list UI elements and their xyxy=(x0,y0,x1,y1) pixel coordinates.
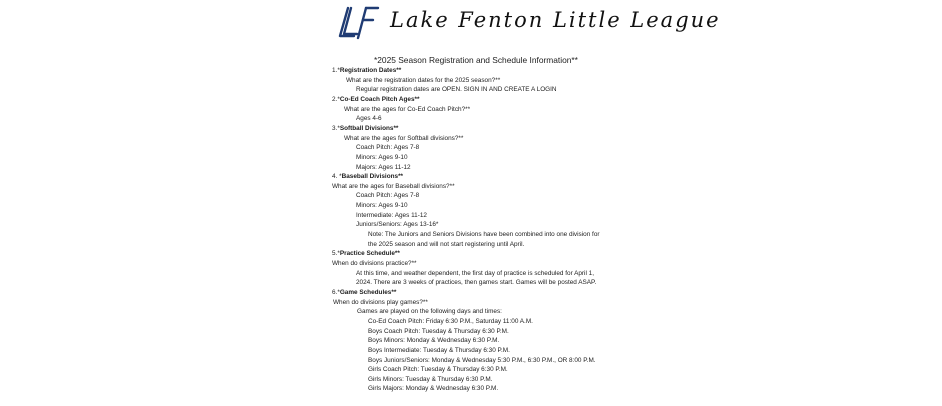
document-line xyxy=(332,124,398,134)
section-title: Game Schedules** xyxy=(339,288,397,296)
line-text: At this time, and weather dependent, the first day of practice is scheduled for April 1, xyxy=(356,269,595,277)
section-title: Softball Divisions** xyxy=(339,124,399,132)
document-line xyxy=(368,384,498,394)
document-line xyxy=(332,182,455,192)
line-text: When do divisions practice?** xyxy=(332,260,417,267)
document-heading: *2025 Season Registration and Schedule Information** xyxy=(374,55,578,65)
line-text: Intermediate: Ages 11-12 xyxy=(356,211,427,219)
document-line xyxy=(368,336,499,346)
line-text: Girls Minors: Tuesday & Thursday 6:30 P.M. xyxy=(368,375,493,383)
line-text: Juniors/Seniors: Ages 13-16* xyxy=(356,221,439,229)
document-line xyxy=(356,143,419,153)
document-line xyxy=(344,105,470,115)
line-text: Minors: Ages 9-10 xyxy=(356,202,408,210)
line-text: Boys Intermediate: Tuesday & Thursday 6:30 P.M. xyxy=(368,346,510,354)
document-line xyxy=(356,278,596,288)
document-line xyxy=(332,259,417,269)
logo-text: LF xyxy=(336,6,338,7)
line-number: 1.* xyxy=(332,67,340,74)
document-line xyxy=(356,153,408,163)
document-line xyxy=(332,66,401,76)
document-line xyxy=(356,220,438,230)
document-line xyxy=(368,365,508,375)
document-line xyxy=(332,95,420,105)
line-text: What are the ages for Baseball divisions?** xyxy=(332,182,455,190)
league-title: Lake Fenton Little League xyxy=(390,8,721,32)
document-line xyxy=(357,307,502,317)
document-line xyxy=(356,191,419,201)
document-line xyxy=(356,163,411,173)
line-text: Regular registration dates are OPEN. SIGN IN AND CREATE A LOGIN xyxy=(356,86,557,94)
section-title: Co-Ed Coach Pitch Ages** xyxy=(339,95,420,103)
line-text: What are the ages for Softball divisions?** xyxy=(344,134,464,142)
line-text: Coach Pitch: Ages 7-8 xyxy=(356,192,420,200)
document-line xyxy=(368,346,510,356)
line-text: Games are played on the following days and times: xyxy=(357,308,502,316)
document-line xyxy=(356,211,427,221)
document-line xyxy=(332,249,400,259)
league-logo xyxy=(336,6,380,40)
line-text: Girls Majors: Monday & Wednesday 6:30 P.M. xyxy=(368,385,499,393)
line-text: Note: The Juniors and Seniors Divisions have been combined into one division for xyxy=(368,231,600,239)
line-text: Boys Minors: Monday & Wednesday 6:30 P.M. xyxy=(368,337,500,345)
line-number: 5.* xyxy=(332,250,340,258)
line-number: 6.* xyxy=(332,288,340,296)
document-line xyxy=(356,85,557,95)
document-line xyxy=(346,76,500,86)
document-line xyxy=(332,172,403,182)
line-text: the 2025 season and will not start registering until April. xyxy=(368,240,525,248)
document-line xyxy=(332,288,396,298)
line-number: 4. * xyxy=(332,173,342,181)
section-title: Practice Schedule** xyxy=(339,250,400,258)
section-title: Registration Dates** xyxy=(339,67,402,74)
line-text: Coach Pitch: Ages 7-8 xyxy=(356,144,420,152)
document-line xyxy=(333,298,428,308)
document-line xyxy=(368,375,492,385)
document-line xyxy=(368,240,524,250)
document-line xyxy=(368,327,509,337)
line-text: 2024. There are 3 weeks of practices, then games start. Games will be posted ASAP. xyxy=(356,279,597,287)
document-line xyxy=(368,230,600,240)
line-text: Co-Ed Coach Pitch: Friday 6:30 P.M., Saturday 11:00 A.M. xyxy=(368,317,533,325)
line-number: 2.* xyxy=(332,95,340,103)
line-text: Majors: Ages 11-12 xyxy=(356,163,411,171)
line-text: Boys Coach Pitch: Tuesday & Thursday 6:30 P.M. xyxy=(368,327,509,335)
line-number: 3.* xyxy=(332,124,340,132)
section-title: Baseball Divisions** xyxy=(341,173,404,181)
line-text: Boys Juniors/Seniors: Monday & Wednesday 5:30 P.M., 6:30 P.M., OR 8:00 P.M. xyxy=(368,356,596,364)
line-text: Girls Coach Pitch: Tuesday & Thursday 6:30 P.M. xyxy=(368,366,508,374)
document-line xyxy=(356,201,408,211)
document-line xyxy=(368,317,533,327)
line-text: What are the registration dates for the 2025 season?** xyxy=(346,76,501,84)
document-line xyxy=(356,269,594,279)
line-text: Ages 4-6 xyxy=(356,115,382,123)
line-text: When do divisions play games?** xyxy=(333,298,428,306)
line-text: What are the ages for Co-Ed Coach Pitch?** xyxy=(344,105,471,113)
document-line xyxy=(344,134,463,144)
document-line xyxy=(356,114,382,124)
document-line xyxy=(368,356,596,366)
line-text: Minors: Ages 9-10 xyxy=(356,153,408,161)
